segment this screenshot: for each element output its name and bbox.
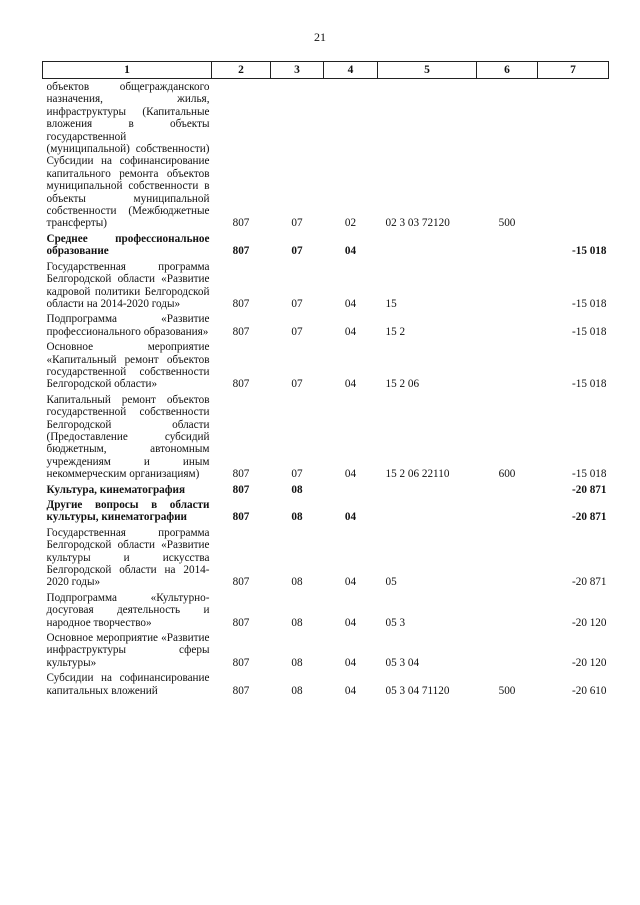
target-article-cell: 05 xyxy=(385,576,397,589)
column-header-5: 5 xyxy=(378,62,477,79)
target-article-cell: 15 xyxy=(385,297,397,310)
row-name-cell: Другие вопросы в области культуры, кинематографии xyxy=(46,499,210,524)
admin-code-cell: 807 xyxy=(232,468,250,481)
column-header-3: 3 xyxy=(271,62,324,79)
expense-type-cell: 500 xyxy=(498,684,516,697)
row-name-cell: Государственная программа Белгородской области «Развитие кадровой политики Белгородской области на 2014-2020 годы» xyxy=(46,260,210,310)
expense-type-cell: 500 xyxy=(498,217,516,230)
subsection-cell: 04 xyxy=(344,656,357,669)
row-name-cell: Субсидии на софинансирование капитальных вложений xyxy=(46,672,210,697)
section-cell: 07 xyxy=(291,325,303,338)
admin-code-cell: 807 xyxy=(232,656,250,669)
row-name-cell: Среднее профессиональное образование xyxy=(46,232,210,258)
section-cell: 08 xyxy=(291,656,303,669)
target-article-cell xyxy=(378,230,477,258)
row-name-cell: Культура, кинематография xyxy=(46,483,185,496)
amount-cell: -15 018 xyxy=(572,378,607,391)
target-article-cell: 15 2 xyxy=(385,325,406,338)
admin-code-cell: 807 xyxy=(232,245,250,258)
table-row xyxy=(43,79,609,230)
subsection-cell: 04 xyxy=(344,325,357,338)
table-row xyxy=(43,669,609,697)
section-cell: 08 xyxy=(291,684,303,697)
section-cell: 07 xyxy=(291,378,303,391)
subsection-cell xyxy=(324,481,378,496)
target-article-cell: 05 3 xyxy=(385,616,406,629)
expense-type-cell xyxy=(477,496,538,524)
section-cell: 08 xyxy=(291,511,303,524)
amount-cell: -20 120 xyxy=(572,656,607,669)
target-article-cell: 15 2 06 22110 xyxy=(385,468,450,481)
expense-type-cell xyxy=(477,524,538,589)
table-header-row xyxy=(43,62,609,79)
admin-code-cell: 807 xyxy=(232,297,250,310)
admin-code-cell: 807 xyxy=(232,378,250,391)
expense-type-cell xyxy=(477,230,538,258)
target-article-cell: 02 3 03 72120 xyxy=(385,217,450,230)
amount-cell: -20 120 xyxy=(572,616,607,629)
table-row xyxy=(43,310,609,338)
amount-cell: -15 018 xyxy=(572,245,607,258)
table-row xyxy=(43,589,609,629)
expense-type-cell xyxy=(477,258,538,311)
section-cell: 07 xyxy=(291,217,303,230)
amount-cell: -20 610 xyxy=(572,684,607,697)
amount-cell: -15 018 xyxy=(572,325,607,338)
column-header-7: 7 xyxy=(538,62,609,79)
amount-cell: -20 871 xyxy=(572,576,607,589)
expense-type-cell xyxy=(477,629,538,669)
column-header-1: 1 xyxy=(43,62,212,79)
row-name-cell: объектов общегражданского назначения, жилья, инфраструктуры (Капитальные вложения в объекты государственной (муниципальной) собственности) Субсидии на софинансирование капитального ремонта объектов муниципальной собственности в объекты муниципальной собственности (Межбюджетные трансферты) xyxy=(46,81,210,230)
row-name-cell: Подпрограмма «Культурно-досуговая деятельность и народное творчество» xyxy=(46,591,210,629)
target-article-cell: 05 3 04 71120 xyxy=(385,684,450,697)
subsection-cell: 04 xyxy=(344,245,357,258)
subsection-cell: 04 xyxy=(344,511,357,524)
section-cell: 07 xyxy=(291,297,303,310)
section-cell: 07 xyxy=(291,468,303,481)
admin-code-cell: 807 xyxy=(232,684,250,697)
amount-cell: -15 018 xyxy=(572,297,607,310)
admin-code-cell: 807 xyxy=(232,325,250,338)
amount-cell: -20 871 xyxy=(572,483,607,496)
table-row xyxy=(43,258,609,311)
target-article-cell: 05 3 04 xyxy=(385,656,420,669)
expense-type-cell xyxy=(477,338,538,391)
subsection-cell: 02 xyxy=(344,217,357,230)
expense-type-cell: 600 xyxy=(498,468,516,481)
admin-code-cell: 807 xyxy=(232,616,250,629)
subsection-cell: 04 xyxy=(344,297,357,310)
table-row xyxy=(43,524,609,589)
subsection-cell: 04 xyxy=(344,616,357,629)
admin-code-cell: 807 xyxy=(232,217,250,230)
admin-code-cell: 807 xyxy=(232,483,250,496)
subsection-cell: 04 xyxy=(344,378,357,391)
section-cell: 08 xyxy=(291,483,303,496)
table-row xyxy=(43,481,609,496)
table-row xyxy=(43,230,609,258)
target-article-cell xyxy=(378,481,477,496)
expense-type-cell xyxy=(477,481,538,496)
section-cell: 07 xyxy=(291,245,303,258)
row-name-cell: Капитальный ремонт объектов государственной собственности Белгородской области (Предоставление субсидий бюджетным, автономным учреждениям и иным некоммерческим организациям) xyxy=(46,393,210,481)
expense-type-cell xyxy=(477,589,538,629)
budget-table xyxy=(42,61,609,697)
row-name-cell: Подпрограмма «Развитие профессионального образования» xyxy=(46,313,210,338)
table-row xyxy=(43,496,609,524)
subsection-cell: 04 xyxy=(344,468,357,481)
page-number: 21 xyxy=(314,30,326,44)
column-header-2: 2 xyxy=(212,62,271,79)
row-name-cell: Государственная программа Белгородской области «Развитие культуры и искусства Белгородской области на 2014-2020 годы» xyxy=(46,526,210,589)
target-article-cell xyxy=(378,496,477,524)
column-header-4: 4 xyxy=(324,62,378,79)
amount-cell: -20 871 xyxy=(572,511,607,524)
row-name-cell: Основное мероприятие «Развитие инфраструктуры сферы культуры» xyxy=(46,632,210,669)
table-row xyxy=(43,338,609,391)
admin-code-cell: 807 xyxy=(232,511,250,524)
subsection-cell: 04 xyxy=(344,684,357,697)
section-cell: 08 xyxy=(291,576,303,589)
amount-cell xyxy=(538,79,609,230)
subsection-cell: 04 xyxy=(344,576,357,589)
admin-code-cell: 807 xyxy=(232,576,250,589)
row-name-cell: Основное мероприятие «Капитальный ремонт объектов государственной собственности Белгородской области» xyxy=(46,341,210,391)
column-header-6: 6 xyxy=(477,62,538,79)
target-article-cell: 15 2 06 xyxy=(385,378,420,391)
section-cell: 08 xyxy=(291,616,303,629)
table-row xyxy=(43,629,609,669)
expense-type-cell xyxy=(477,310,538,338)
amount-cell: -15 018 xyxy=(572,468,607,481)
table-row xyxy=(43,391,609,481)
